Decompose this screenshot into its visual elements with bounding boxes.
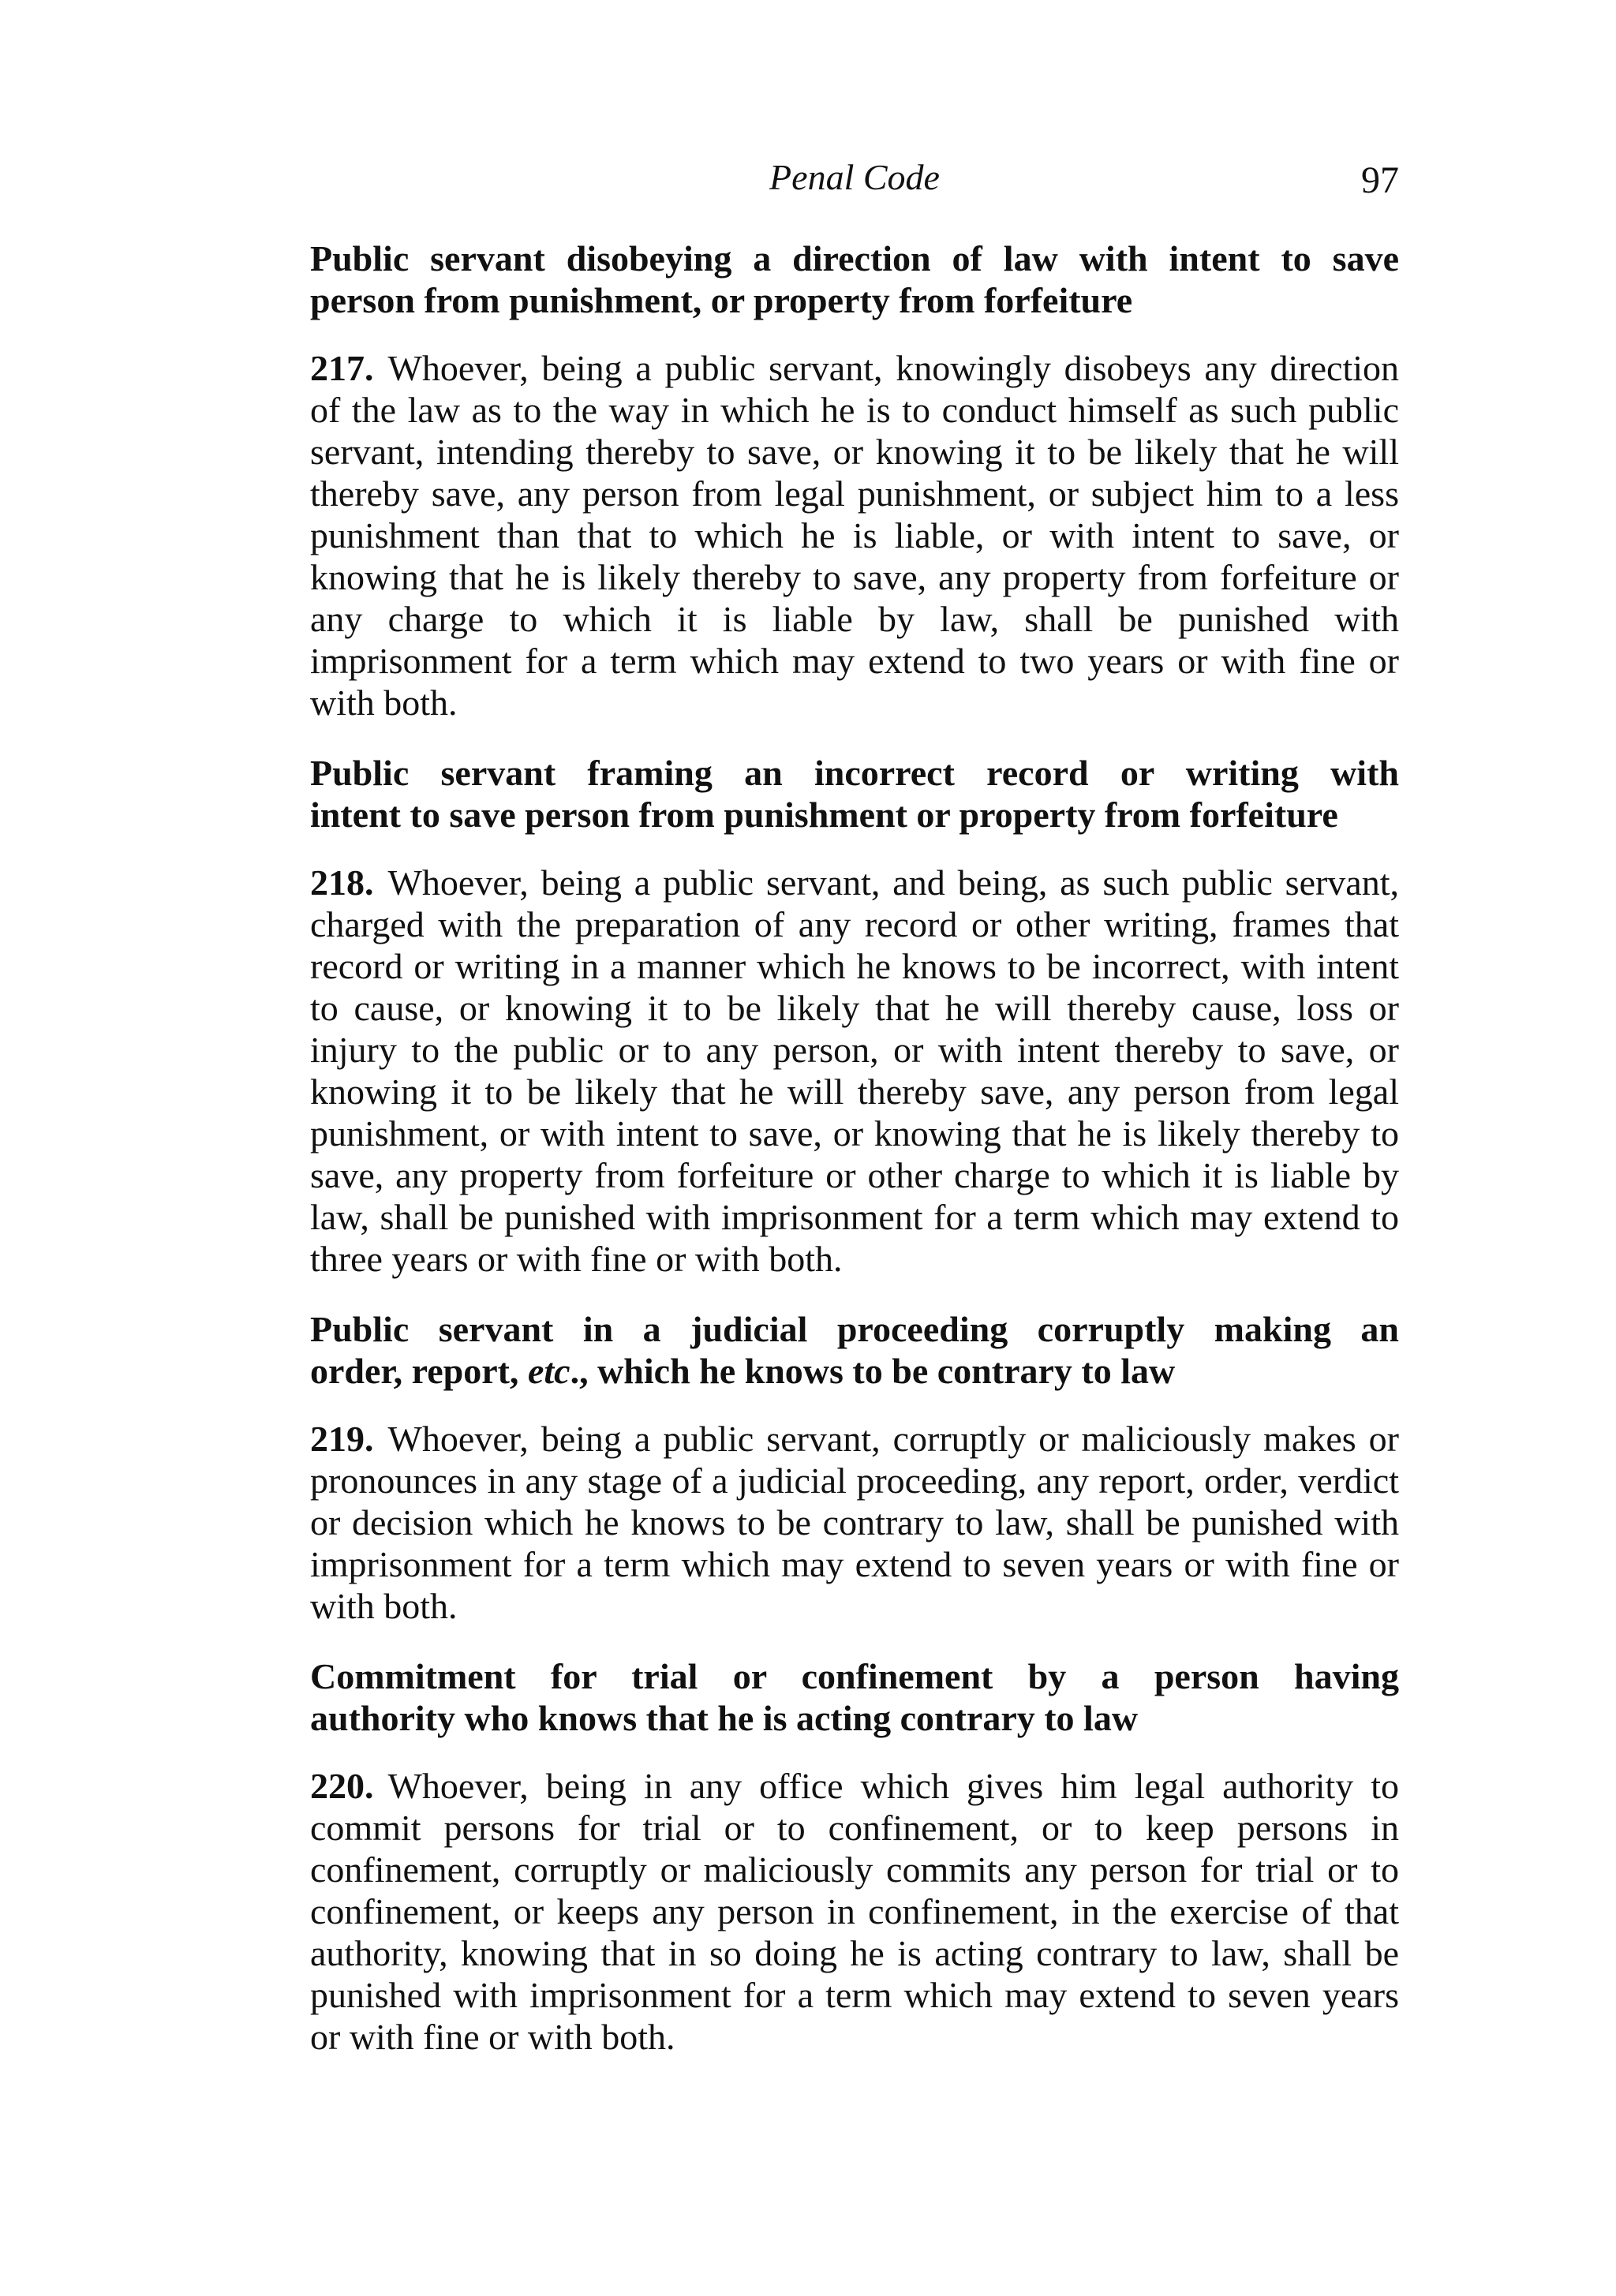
heading-line: Commitment for trial or confinement by a person having — [310, 1656, 1399, 1696]
section-218 — [310, 752, 1399, 1280]
section-number: 218. — [310, 862, 374, 903]
heading-line: authority who knows that he is acting contrary to law — [310, 1698, 1139, 1738]
section-body — [310, 1765, 1399, 2058]
section-text: Whoever, being a public servant, corruptly or maliciously makes or pronounces in any stage of a judicial proceeding, any report, order, verdict or decision which he knows to be contrary to law, shall be punished with imprisonment for a term which may extend to seven years or with fine or with both. — [310, 1419, 1399, 1626]
running-title: Penal Code — [769, 157, 940, 197]
document-page — [310, 154, 1399, 2058]
section-text: Whoever, being a public servant, and being, as such public servant, charged with the preparation of any record or other writing, frames that record or writing in a manner which he knows to be incorrect, with intent to cause, or knowing it to be likely that he will thereby cause, loss or injury to the public or to any person, or with intent thereby to save, or knowing it to be likely that he will thereby save, any person from legal punishment, or with intent to save, or knowing that he is likely thereby to save, any property from forfeiture or other charge to which it is liable by law, shall be punished with imprisonment for a term which may extend to three years or with fine or with both. — [310, 862, 1399, 1279]
section-text: Whoever, being in any office which gives him legal authority to commit persons for trial or to confinement, or to keep persons in confinement, corruptly or maliciously commits any person for trial or to confinement, or keeps any person in confinement, in the exercise of that authority, knowing that in so doing he is acting contrary to law, shall be punished with imprisonment for a term which may extend to seven years or with fine or with both. — [310, 1766, 1399, 2057]
heading-text: order, report, — [310, 1351, 528, 1391]
section-number: 220. — [310, 1766, 374, 1806]
section-number: 219. — [310, 1419, 374, 1459]
heading-line: person from punishment, or property from forfeiture — [310, 280, 1133, 320]
section-217 — [310, 237, 1399, 724]
heading-line: Public servant framing an incorrect record or writing with — [310, 753, 1399, 793]
section-heading — [310, 237, 1399, 321]
section-heading — [310, 752, 1399, 836]
section-heading — [310, 1308, 1399, 1392]
section-220 — [310, 1655, 1399, 2058]
heading-text: ., which he knows to be contrary to law — [570, 1351, 1176, 1391]
section-text: Whoever, being a public servant, knowingly disobeys any direction of the law as to the way in which he is to conduct himself as such public servant, intending thereby to save, or knowing it to be likely that he will thereby save, any person from legal punishment, or subject him to a less punishment than that to which he is liable, or with intent to save, or knowing that he is likely thereby to save, any property from forfeiture or any charge to which it is liable by law, shall be punished with imprisonment for a term which may extend to two years or with fine or with both. — [310, 348, 1399, 723]
section-body — [310, 1418, 1399, 1627]
heading-line: Public servant disobeying a direction of law with intent to save — [310, 238, 1399, 279]
heading-italic-text: etc — [527, 1351, 570, 1391]
section-number: 217. — [310, 348, 374, 388]
running-header — [310, 154, 1399, 209]
section-body — [310, 862, 1399, 1280]
page-number: 97 — [1361, 159, 1399, 201]
section-body — [310, 347, 1399, 724]
heading-line: Public servant in a judicial proceeding corruptly making an — [310, 1309, 1399, 1349]
section-heading — [310, 1655, 1399, 1739]
heading-line: intent to save person from punishment or property from forfeiture — [310, 795, 1338, 835]
section-219 — [310, 1308, 1399, 1627]
heading-line — [310, 1350, 1399, 1392]
